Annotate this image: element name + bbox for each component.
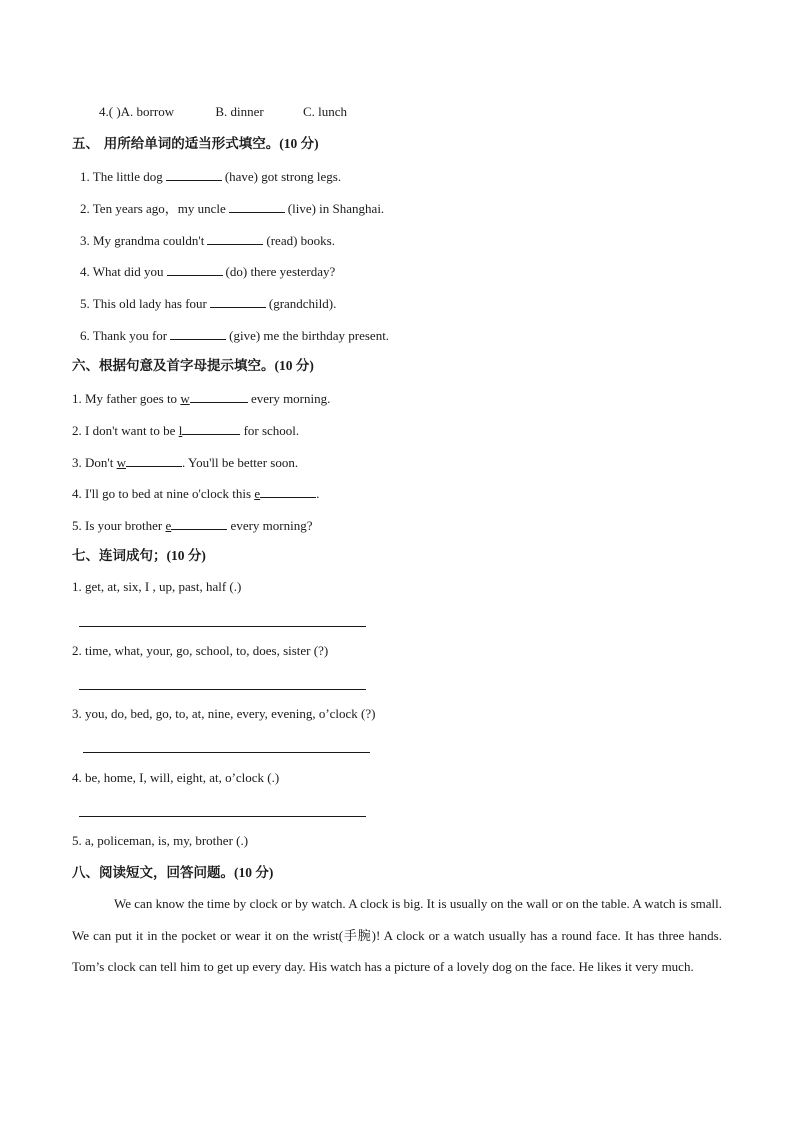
section-title: 六、根据句意及首字母提示填空。	[72, 358, 275, 374]
answer-line[interactable]	[79, 816, 366, 817]
item-hint: (grandchild).	[268, 296, 337, 311]
sec6-item-2	[72, 421, 299, 439]
sec7-item-1: 1. get, at, six, I , up, past, half (.)	[72, 579, 242, 594]
section-points: (10 分)	[274, 358, 314, 373]
section-5-heading	[72, 136, 319, 152]
answer-blank[interactable]	[190, 389, 248, 403]
item-rest: .	[316, 486, 320, 501]
sec6-item-3	[72, 453, 298, 471]
item-prompt: 5. This old lady has four	[80, 296, 207, 311]
sec7-item-4: 4. be, home, I, will, eight, at, o’clock (.)	[72, 770, 280, 785]
answer-blank[interactable]	[166, 167, 222, 181]
answer-line[interactable]	[79, 626, 366, 627]
reading-passage	[72, 888, 722, 983]
section-title: 七、连词成句；	[72, 548, 167, 564]
sec7-item-5: 5. a, policeman, is, my, brother (.)	[72, 833, 249, 848]
section-title: 五、 用所给单词的适当形式填空。	[72, 136, 280, 152]
section-points: (10 分)	[166, 548, 206, 563]
answer-blank[interactable]	[167, 262, 223, 276]
item-rest: . You'll be better soon.	[181, 455, 299, 470]
answer-blank[interactable]	[210, 294, 266, 308]
sec5-item-3	[80, 231, 335, 249]
item-hint: (do) there yesterday?	[225, 264, 336, 279]
question-4-choices	[99, 104, 347, 120]
hint-letter: l	[178, 423, 183, 438]
section-title: 八、阅读短文，回答问题。	[72, 865, 234, 881]
option-b: B. dinner	[215, 104, 264, 119]
hint-letter: w	[180, 391, 190, 406]
item-rest: every morning.	[247, 391, 331, 406]
question-number: 4.( )	[99, 104, 121, 119]
item-hint: (give) me the birthday present.	[229, 328, 390, 343]
section-8-heading	[72, 865, 273, 881]
sec5-item-5	[80, 294, 336, 312]
answer-blank[interactable]	[170, 326, 226, 340]
answer-blank[interactable]	[260, 484, 316, 498]
hint-letter: w	[116, 455, 126, 470]
sec5-item-2	[80, 199, 384, 217]
answer-blank[interactable]	[207, 231, 263, 245]
sec6-item-5	[72, 516, 313, 534]
option-a: A. borrow	[120, 104, 175, 119]
section-points: (10 分)	[279, 136, 319, 151]
hint-letter: e	[254, 486, 261, 501]
item-prompt: 2. Ten years ago，my uncle	[80, 201, 226, 216]
answer-line[interactable]	[79, 689, 366, 690]
item-hint: (live) in Shanghai.	[287, 201, 385, 216]
sec5-item-4	[80, 262, 335, 280]
item-prompt: 4. What did you	[80, 264, 164, 279]
sec7-item-3: 3. you, do, bed, go, to, at, nine, every, evening, o’clock (?)	[72, 706, 376, 721]
sec6-item-4	[72, 484, 319, 502]
option-c: C. lunch	[303, 104, 348, 119]
answer-blank[interactable]	[171, 516, 227, 530]
passage-text: We can know the time by clock or by watch. A clock is big. It is usually on the wall or on the table. A watch is small. We can put it in the pocket or wear it on the wrist(手腕)! A clock or a watch usually has a round face. It has three hands. Tom’s clock can tell him to get up every day. His watch has a picture of a lovely dog on the face. He likes it very much.	[72, 896, 722, 975]
section-points: (10 分)	[234, 865, 274, 880]
item-hint: (have) got strong legs.	[224, 169, 342, 184]
sec5-item-1	[80, 167, 341, 185]
item-prompt: 3. My grandma couldn't	[80, 233, 205, 248]
item-prompt: 4. I'll go to bed at nine o'clock this	[72, 486, 255, 501]
answer-blank[interactable]	[126, 453, 182, 467]
answer-blank[interactable]	[229, 199, 285, 213]
sec6-item-1	[72, 389, 330, 407]
item-prompt: 3. Don't	[72, 455, 117, 470]
sec7-item-2: 2. time, what, your, go, school, to, does, sister (?)	[72, 643, 329, 658]
item-hint: (read) books.	[266, 233, 335, 248]
item-rest: for school.	[240, 423, 300, 438]
section-7-heading	[72, 548, 206, 564]
sec5-item-6	[80, 326, 389, 344]
item-prompt: 1. My father goes to	[72, 391, 181, 406]
answer-line[interactable]	[83, 752, 370, 753]
item-prompt: 2. I don't want to be	[72, 423, 179, 438]
section-6-heading	[72, 358, 314, 374]
hint-letter: e	[165, 518, 172, 533]
answer-blank[interactable]	[182, 421, 240, 435]
item-prompt: 6. Thank you for	[80, 328, 168, 343]
item-prompt: 5. Is your brother	[72, 518, 166, 533]
item-prompt: 1. The little dog	[80, 169, 163, 184]
item-rest: every morning?	[227, 518, 313, 533]
